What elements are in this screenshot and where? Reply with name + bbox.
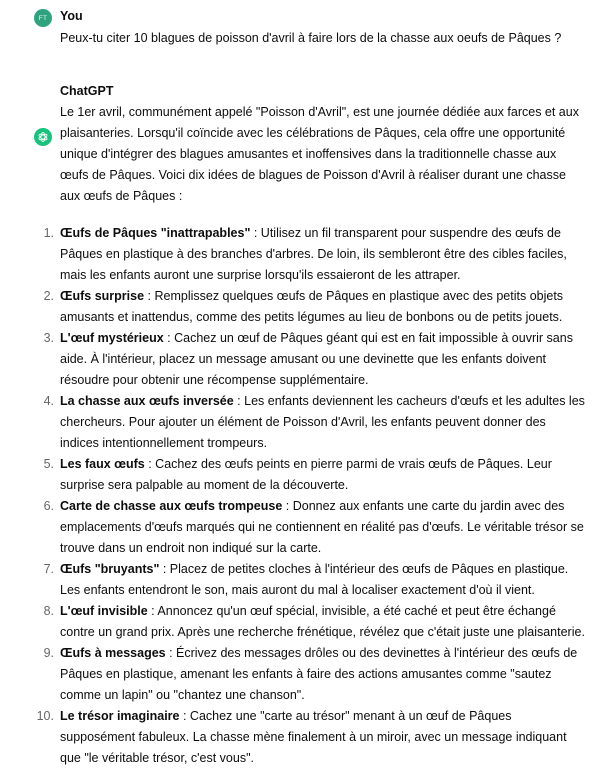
item-text: : Annoncez qu'un œuf spécial, invisible, a été caché et peut être échangé contre un grand prix. Après une recherche frénétique, révélez que c'était juste une plaisanterie.: [60, 604, 585, 639]
item-title: Œufs de Pâques "inattrapables": [60, 226, 251, 240]
list-item: [43, 391, 588, 454]
list-item: [43, 601, 588, 643]
user-message: [0, 0, 608, 48]
assistant-intro: Le 1er avril, communément appelé "Poisson d'Avril", est une journée dédiée aux farces et aux plaisanteries. Lorsqu'il coïncide avec les célébrations de Pâques, cela offre une opportunité unique d'intégrer des blagues amusantes et inoffensives dans la traditionnelle chasse aux œufs de Pâques. Voici dix idées de blagues de Poisson d'Avril à réaliser durant une chasse aux œufs de Pâques :: [60, 105, 579, 203]
user-message-text: Peux-tu citer 10 blagues de poisson d'avril à faire lors de la chasse aux oeufs de Pâques ?: [60, 31, 562, 45]
item-text: : Placez de petites cloches à l'intérieur des œufs de Pâques en plastique. Les enfants entendront le son, mais auront du mal à localiser exactement d'où il vient.: [60, 562, 569, 597]
item-title: L'œuf mystérieux: [60, 331, 164, 345]
list-number: 10.: [36, 709, 54, 723]
item-title: Les faux œufs: [60, 457, 145, 471]
item-title: L'œuf invisible: [60, 604, 148, 618]
list-number: 1.: [43, 226, 54, 240]
list-number: 8.: [43, 604, 54, 618]
assistant-message: [0, 48, 608, 769]
item-title: Le trésor imaginaire: [60, 709, 180, 723]
list-number: 7.: [43, 562, 54, 576]
item-title: La chasse aux œufs inversée: [60, 394, 234, 408]
list-item: [43, 223, 588, 286]
item-text: : Donnez aux enfants une carte du jardin avec des emplacements d'œufs marqués qui ne contiennent en réalité pas d'œufs. Le véritable trésor se trouve dans un endroit non indiqué sur la carte.: [60, 499, 584, 555]
list-item: [43, 496, 588, 559]
item-text: : Cachez un œuf de Pâques géant qui est en fait impossible à ouvrir sans aide. À l'intérieur, placez un message amusant ou une devinette que les enfants doivent résoudre pour obtenir une récompense supplémentaire.: [60, 331, 573, 387]
item-title: Œufs à messages: [60, 646, 166, 660]
item-text: : Les enfants deviennent les cacheurs d'œufs et les adultes les chercheurs. Pour ajouter un élément de Poisson d'Avril, les enfants peuvent donner des indices intentionnellement trompeurs.: [60, 394, 585, 450]
item-text: : Cachez une "carte au trésor" menant à un œuf de Pâques supposément fabuleux. La chasse mène finalement à un miroir, avec un message indiquant que "le véritable trésor, c'est vous".: [60, 709, 567, 765]
list-number: 5.: [43, 457, 54, 471]
openai-logo-icon: [34, 128, 52, 146]
item-text: : Utilisez un fil transparent pour suspendre des œufs de Pâques en plastique à des branches d'arbres. De loin, ils sembleront être des cibles faciles, mais les enfants auront une surprise lorsqu'ils essaieront de les attraper.: [60, 226, 567, 282]
list-item: [43, 328, 588, 391]
joke-list: [36, 223, 588, 769]
list-item: [43, 454, 588, 496]
item-text: : Remplissez quelques œufs de Pâques en plastique avec des petits objets amusants et inattendus, comme des petits légumes au lieu de bonbons ou de petits jouets.: [60, 289, 564, 324]
user-avatar: FT: [34, 9, 52, 27]
item-title: Œufs surprise: [60, 289, 145, 303]
list-number: 9.: [43, 646, 54, 660]
list-number: 4.: [43, 394, 54, 408]
item-text: : Cachez des œufs peints en pierre parmi de vrais œufs de Pâques. Leur surprise sera palpable au moment de la découverte.: [60, 457, 552, 492]
list-number: 6.: [43, 499, 54, 513]
list-number: 3.: [43, 331, 54, 345]
list-item: [43, 286, 588, 328]
list-item: [43, 559, 588, 601]
list-number: 2.: [43, 289, 54, 303]
assistant-name: ChatGPT: [60, 84, 114, 98]
list-item: [36, 706, 588, 769]
list-item: [43, 643, 588, 706]
item-title: Carte de chasse aux œufs trompeuse: [60, 499, 283, 513]
item-title: Œufs "bruyants": [60, 562, 160, 576]
user-name: You: [60, 9, 83, 23]
item-text: : Écrivez des messages drôles ou des devinettes à l'intérieur des œufs de Pâques en plastique, amenant les enfants à faire des actions amusantes comme "sautez comme un lapin" ou "chantez une chanson".: [60, 646, 578, 702]
